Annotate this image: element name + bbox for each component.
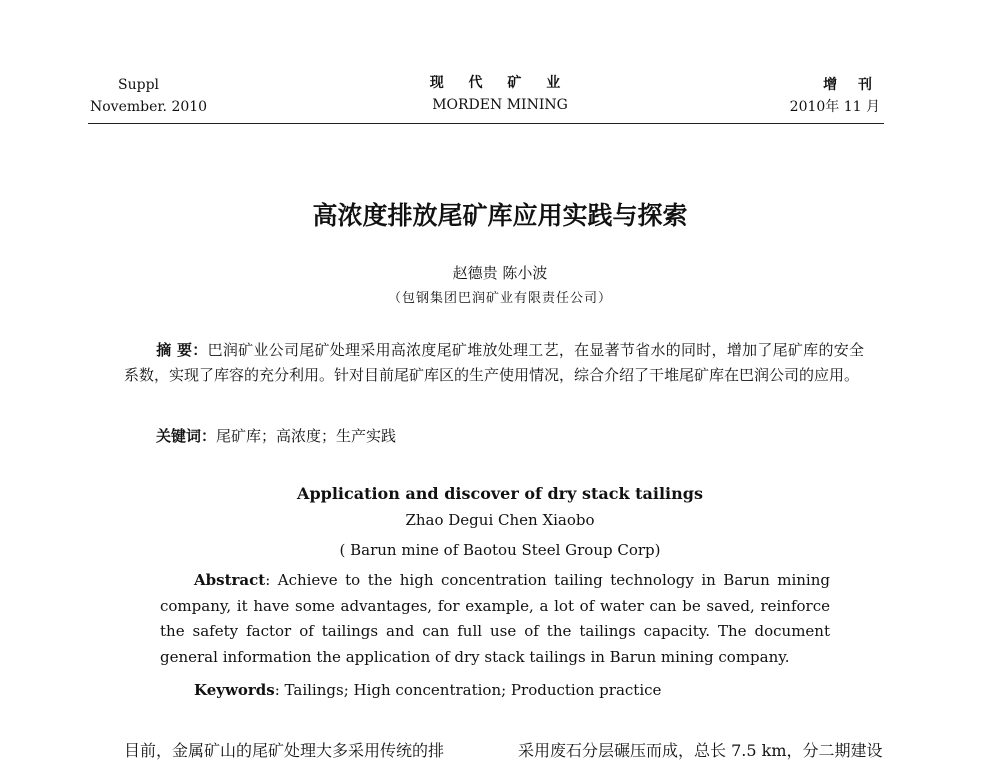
abstract-en xyxy=(160,568,830,670)
abstract-cn-label: 摘 要： xyxy=(156,341,208,359)
abstract-cn-text: 巴润矿业公司尾矿处理采用高浓度尾矿堆放处理工艺，在显著节省水的同时，增加了尾矿库的安全系数，实现了库容的充分利用。针对目前尾矿库区的生产使用情况，综合介绍了干堆尾矿库在巴润公司的应用。 xyxy=(124,341,864,384)
header-divider xyxy=(88,123,884,124)
abstract-en-text: : Achieve to the high concentration tailing technology in Barun mining company, it have some advantages, for example, a lot of water can be saved, reinforce the safety factor of tailings and can full use of the tailings capacity. The document general information the application of dry stack tailings in Barun mining company. xyxy=(160,571,830,666)
keywords-en-text: : Tailings; High concentration; Production practice xyxy=(274,681,662,699)
paper-title-cn: 高浓度排放尾矿库应用实践与探索 xyxy=(312,201,688,230)
supplement-label-cn: 增 刊 xyxy=(823,77,880,93)
keywords-en xyxy=(194,681,661,699)
header-right xyxy=(790,74,880,118)
keywords-cn-text: 尾矿库；高浓度；生产实践 xyxy=(216,427,397,445)
abstract-en-label: Abstract xyxy=(194,571,266,589)
affiliation-en: ( Barun mine of Baotou Steel Group Corp) xyxy=(339,541,661,559)
authors-en: Zhao Degui Chen Xiaobo xyxy=(405,511,595,529)
paper-title-en: Application and discover of dry stack tailings xyxy=(297,484,703,503)
journal-name-cn: 现 代 矿 业 xyxy=(429,75,571,91)
body-column-right: 采用废石分层碾压而成，总长 7.5 km，分二期建设 xyxy=(518,741,883,760)
supplement-label: Suppl xyxy=(118,77,160,93)
authors-cn: 赵德贵 陈小波 xyxy=(452,264,548,282)
keywords-cn-label: 关键词： xyxy=(156,427,217,445)
abstract-cn xyxy=(124,338,864,387)
keywords-cn xyxy=(156,425,396,446)
body-column-left: 目前，金属矿山的尾矿处理大多采用传统的排 xyxy=(124,741,445,760)
keywords-en-label: Keywords xyxy=(194,681,275,699)
affiliation-cn: （包钢集团巴润矿业有限责任公司） xyxy=(387,291,612,306)
issue-date-en: November. 2010 xyxy=(90,99,208,115)
issue-date-cn: 2010年 11 月 xyxy=(789,99,880,115)
journal-name-en: MORDEN MINING xyxy=(432,97,568,113)
